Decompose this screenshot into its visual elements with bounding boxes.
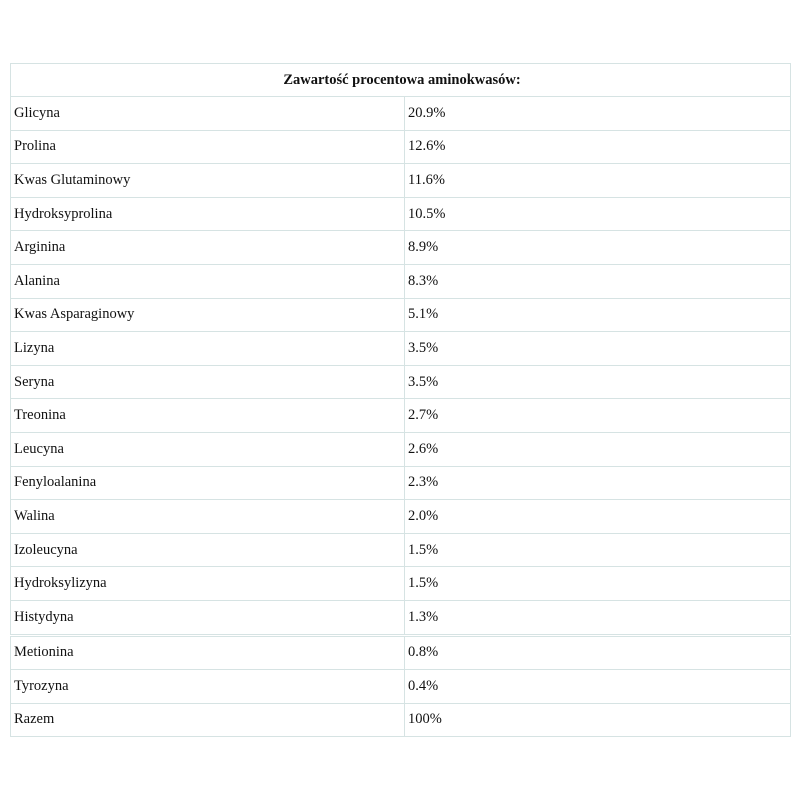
amino-acid-percentage: 20.9% [405, 97, 791, 131]
table-row [11, 365, 791, 399]
table-row [11, 600, 791, 635]
table-row [11, 466, 791, 500]
table-row [11, 567, 791, 601]
amino-acid-name: Alanina [11, 264, 405, 298]
amino-acid-name: Walina [11, 500, 405, 534]
amino-acid-percentage: 0.8% [405, 635, 791, 670]
amino-acid-name: Fenyloalanina [11, 466, 405, 500]
amino-acid-name: Razem [11, 703, 405, 737]
table-body [11, 97, 791, 737]
table-row [11, 197, 791, 231]
table-row [11, 332, 791, 366]
table-row [11, 432, 791, 466]
amino-acid-percentage: 100% [405, 703, 791, 737]
amino-acid-percentage: 5.1% [405, 298, 791, 332]
amino-acid-name: Tyrozyna [11, 670, 405, 704]
amino-acid-percentage: 3.5% [405, 365, 791, 399]
amino-acid-percentage: 11.6% [405, 164, 791, 198]
table-title: Zawartość procentowa aminokwasów: [11, 64, 791, 97]
amino-acid-table-container [10, 63, 790, 737]
amino-acid-name: Seryna [11, 365, 405, 399]
table-row [11, 670, 791, 704]
amino-acid-name: Metionina [11, 635, 405, 670]
table-row [11, 231, 791, 265]
amino-acid-table [10, 63, 791, 737]
amino-acid-name: Hydroksyprolina [11, 197, 405, 231]
amino-acid-name: Leucyna [11, 432, 405, 466]
amino-acid-percentage: 2.6% [405, 432, 791, 466]
table-row [11, 97, 791, 131]
amino-acid-percentage: 3.5% [405, 332, 791, 366]
table-row [11, 635, 791, 670]
table-row [11, 500, 791, 534]
amino-acid-percentage: 10.5% [405, 197, 791, 231]
amino-acid-percentage: 8.9% [405, 231, 791, 265]
table-row [11, 164, 791, 198]
amino-acid-name: Treonina [11, 399, 405, 433]
table-row [11, 703, 791, 737]
amino-acid-name: Izoleucyna [11, 533, 405, 567]
amino-acid-name: Lizyna [11, 332, 405, 366]
amino-acid-percentage: 1.3% [405, 600, 791, 635]
amino-acid-percentage: 2.0% [405, 500, 791, 534]
table-row [11, 399, 791, 433]
table-row [11, 130, 791, 164]
table-row [11, 298, 791, 332]
amino-acid-name: Hydroksylizyna [11, 567, 405, 601]
amino-acid-percentage: 8.3% [405, 264, 791, 298]
table-row [11, 264, 791, 298]
amino-acid-name: Glicyna [11, 97, 405, 131]
amino-acid-name: Kwas Asparaginowy [11, 298, 405, 332]
amino-acid-percentage: 0.4% [405, 670, 791, 704]
amino-acid-name: Arginina [11, 231, 405, 265]
table-row [11, 533, 791, 567]
amino-acid-percentage: 2.7% [405, 399, 791, 433]
amino-acid-name: Kwas Glutaminowy [11, 164, 405, 198]
amino-acid-name: Histydyna [11, 600, 405, 635]
amino-acid-percentage: 1.5% [405, 533, 791, 567]
amino-acid-percentage: 1.5% [405, 567, 791, 601]
amino-acid-percentage: 2.3% [405, 466, 791, 500]
amino-acid-name: Prolina [11, 130, 405, 164]
table-header-row [11, 64, 791, 97]
amino-acid-percentage: 12.6% [405, 130, 791, 164]
